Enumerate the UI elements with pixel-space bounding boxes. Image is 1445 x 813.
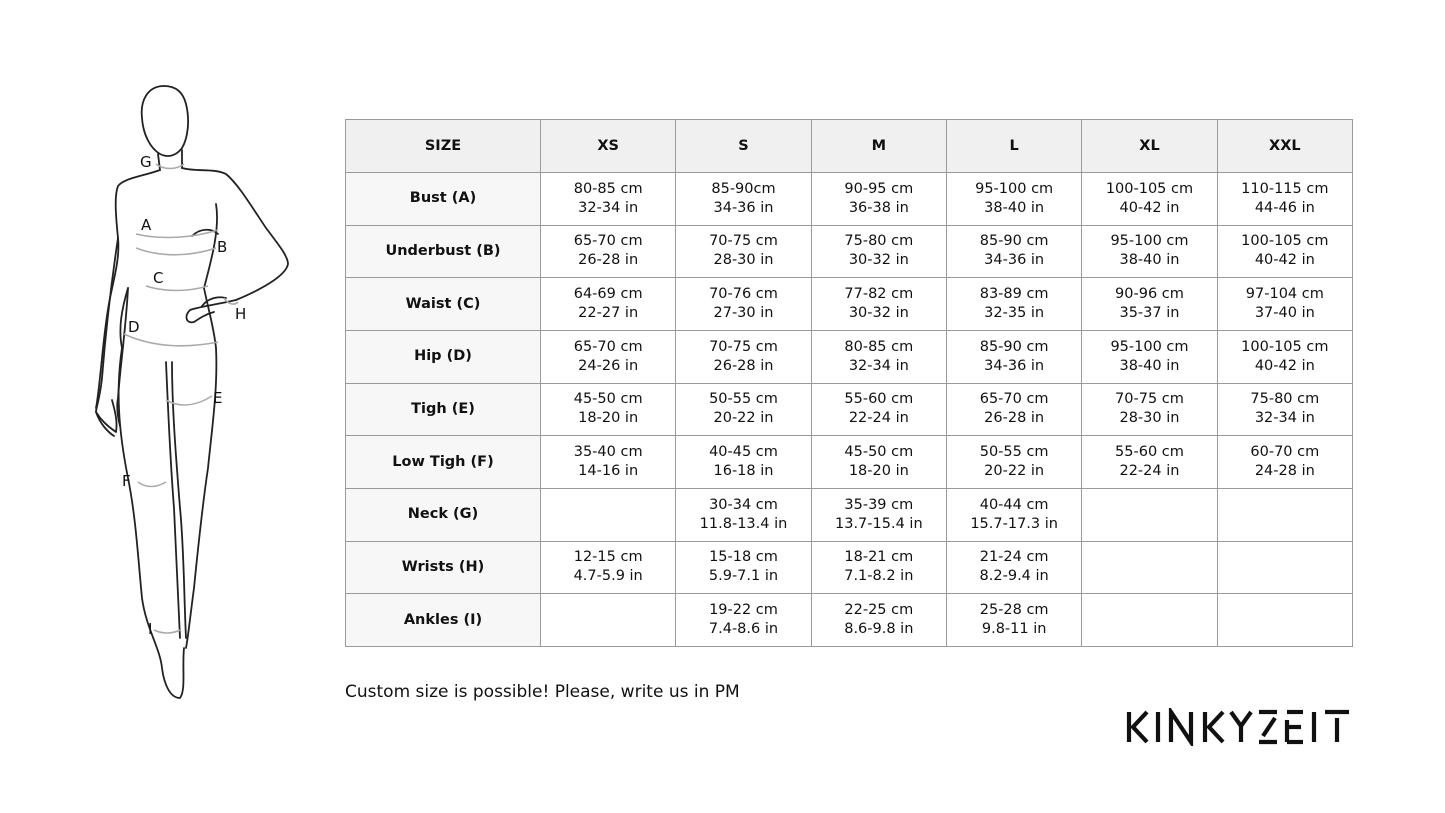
cell-cm-value: 35-40 cm <box>573 444 643 461</box>
cell-cm-value: 85-90 cm <box>979 338 1049 355</box>
row-label: Neck (G) <box>346 488 541 541</box>
size-cell <box>946 225 1081 278</box>
brand-logo <box>1125 708 1353 746</box>
cell-cm-value: 22-25 cm <box>844 602 914 619</box>
header-m: M <box>811 120 946 173</box>
cell-cm-value: 50-55 cm <box>709 391 778 408</box>
body-measurement-figure <box>88 78 298 708</box>
size-cell <box>1082 278 1217 331</box>
cell-in-value: 32-34 in <box>848 357 909 374</box>
size-cell <box>946 173 1081 226</box>
table-row <box>346 541 1353 594</box>
size-cell <box>676 383 811 436</box>
size-cell <box>946 594 1081 647</box>
cell-in-value: 27-30 in <box>713 305 774 322</box>
size-cell <box>1217 173 1352 226</box>
size-cell <box>811 225 946 278</box>
cell-cm-value: 80-85 cm <box>573 180 643 197</box>
cell-cm-value: 85-90 cm <box>979 233 1049 250</box>
size-cell <box>946 436 1081 489</box>
cell-cm-value: 95-100 cm <box>1110 338 1189 355</box>
cell-cm-value: 85-90cm <box>711 180 776 197</box>
size-cell <box>676 330 811 383</box>
header-xxl: XXL <box>1217 120 1352 173</box>
size-cell <box>1217 225 1352 278</box>
header-s: S <box>676 120 811 173</box>
cell-cm-value: 19-22 cm <box>709 602 778 619</box>
size-cell <box>1082 594 1217 647</box>
cell-in-value: 34-36 in <box>984 357 1045 374</box>
size-cell <box>541 383 676 436</box>
cell-in-value: 18-20 in <box>848 463 909 480</box>
cell-cm-value: 70-76 cm <box>709 286 778 303</box>
cell-cm-value: 75-80 cm <box>1250 391 1320 408</box>
custom-size-note: Custom size is possible! Please, write us in PM <box>345 682 740 702</box>
cell-cm-value: 30-34 cm <box>709 496 778 513</box>
header-size: SIZE <box>346 120 541 173</box>
size-cell <box>541 173 676 226</box>
cell-in-value: 34-36 in <box>713 199 774 216</box>
cell-in-value: 28-30 in <box>713 252 774 269</box>
cell-in-value: 32-35 in <box>984 305 1045 322</box>
table-row <box>346 383 1353 436</box>
cell-in-value: 18-20 in <box>578 410 639 427</box>
cell-in-value: 36-38 in <box>848 199 909 216</box>
cell-cm-value: 65-70 cm <box>979 391 1049 408</box>
kinkyzeit-logo <box>1125 708 1353 746</box>
table-row <box>346 173 1353 226</box>
size-cell <box>676 278 811 331</box>
size-cell <box>541 225 676 278</box>
cell-cm-value: 65-70 cm <box>573 338 643 355</box>
cell-cm-value: 12-15 cm <box>573 549 643 566</box>
cell-in-value: 7.4-8.6 in <box>708 621 779 638</box>
cell-in-value: 38-40 in <box>1119 252 1180 269</box>
cell-in-value: 28-30 in <box>1119 410 1180 427</box>
cell-cm-value: 18-21 cm <box>844 549 914 566</box>
cell-cm-value: 77-82 cm <box>844 286 914 303</box>
size-cell <box>946 330 1081 383</box>
size-cell <box>811 330 946 383</box>
cell-in-value: 9.8-11 in <box>981 621 1047 638</box>
size-cell <box>541 594 676 647</box>
figure-label-a: A <box>141 216 152 234</box>
size-cell <box>1082 488 1217 541</box>
size-cell <box>676 436 811 489</box>
cell-in-value: 30-32 in <box>848 252 909 269</box>
cell-in-value: 5.9-7.1 in <box>708 568 779 585</box>
cell-in-value: 8.6-9.8 in <box>844 621 914 638</box>
table-row <box>346 278 1353 331</box>
size-cell <box>1082 330 1217 383</box>
size-cell <box>1217 278 1352 331</box>
cell-in-value: 38-40 in <box>984 199 1045 216</box>
cell-in-value: 16-18 in <box>713 463 774 480</box>
row-label: Waist (C) <box>346 278 541 331</box>
size-cell <box>541 330 676 383</box>
cell-in-value: 15.7-17.3 in <box>970 515 1058 532</box>
size-cell <box>541 436 676 489</box>
size-cell <box>1217 488 1352 541</box>
cell-in-value: 11.8-13.4 in <box>699 515 788 532</box>
row-label: Wrists (H) <box>346 541 541 594</box>
cell-cm-value: 80-85 cm <box>844 338 914 355</box>
cell-cm-value: 100-105 cm <box>1241 338 1329 355</box>
cell-cm-value: 25-28 cm <box>979 602 1049 619</box>
cell-in-value: 4.7-5.9 in <box>573 568 643 585</box>
table-row <box>346 330 1353 383</box>
size-cell <box>1082 225 1217 278</box>
size-cell <box>676 594 811 647</box>
size-cell <box>1217 594 1352 647</box>
size-cell <box>1082 173 1217 226</box>
cell-in-value: 44-46 in <box>1254 199 1315 216</box>
cell-in-value: 26-28 in <box>713 357 774 374</box>
cell-cm-value: 70-75 cm <box>1115 391 1184 408</box>
cell-in-value: 22-27 in <box>578 305 639 322</box>
size-cell <box>811 594 946 647</box>
table-header-row <box>346 120 1353 173</box>
size-cell <box>676 173 811 226</box>
cell-in-value: 22-24 in <box>1119 463 1180 480</box>
cell-in-value: 30-32 in <box>848 305 909 322</box>
cell-in-value: 13.7-15.4 in <box>835 515 923 532</box>
size-cell <box>946 278 1081 331</box>
cell-cm-value: 70-75 cm <box>709 233 778 250</box>
cell-in-value: 35-37 in <box>1119 305 1180 322</box>
figure-label-d: D <box>128 318 140 336</box>
cell-cm-value: 55-60 cm <box>844 391 914 408</box>
row-label: Tigh (E) <box>346 383 541 436</box>
cell-cm-value: 45-50 cm <box>844 444 914 461</box>
cell-cm-value: 55-60 cm <box>1115 444 1184 461</box>
figure-label-b: B <box>217 238 228 256</box>
header-xl: XL <box>1082 120 1217 173</box>
cell-in-value: 20-22 in <box>984 463 1045 480</box>
cell-in-value: 8.2-9.4 in <box>979 568 1049 585</box>
size-cell <box>676 541 811 594</box>
row-label: Low Tigh (F) <box>346 436 541 489</box>
table-row <box>346 225 1353 278</box>
size-cell <box>811 541 946 594</box>
figure-label-e: E <box>213 389 223 407</box>
size-cell <box>1217 383 1352 436</box>
table-row <box>346 594 1353 647</box>
cell-in-value: 26-28 in <box>578 252 639 269</box>
header-l: L <box>946 120 1081 173</box>
cell-in-value: 26-28 in <box>984 410 1045 427</box>
size-cell <box>541 278 676 331</box>
cell-in-value: 32-34 in <box>1254 410 1315 427</box>
size-cell <box>811 278 946 331</box>
cell-cm-value: 21-24 cm <box>979 549 1049 566</box>
size-cell <box>541 541 676 594</box>
size-cell <box>1082 383 1217 436</box>
cell-in-value: 38-40 in <box>1119 357 1180 374</box>
cell-in-value: 34-36 in <box>984 252 1045 269</box>
cell-cm-value: 64-69 cm <box>573 286 643 303</box>
cell-in-value: 40-42 in <box>1254 357 1315 374</box>
figure-label-c: C <box>153 269 164 287</box>
size-cell <box>676 488 811 541</box>
cell-in-value: 40-42 in <box>1119 199 1180 216</box>
cell-cm-value: 65-70 cm <box>573 233 643 250</box>
cell-cm-value: 100-105 cm <box>1241 233 1329 250</box>
cell-cm-value: 97-104 cm <box>1245 286 1324 303</box>
cell-cm-value: 35-39 cm <box>844 496 914 513</box>
figure-label-i: I <box>148 620 153 638</box>
size-cell <box>946 383 1081 436</box>
row-label: Bust (A) <box>346 173 541 226</box>
cell-in-value: 32-34 in <box>578 199 639 216</box>
size-cell <box>946 488 1081 541</box>
cell-in-value: 20-22 in <box>713 410 774 427</box>
cell-in-value: 22-24 in <box>848 410 909 427</box>
cell-in-value: 14-16 in <box>578 463 639 480</box>
cell-cm-value: 15-18 cm <box>709 549 778 566</box>
cell-cm-value: 40-44 cm <box>979 496 1049 513</box>
size-cell <box>1082 541 1217 594</box>
table-row <box>346 436 1353 489</box>
size-cell <box>541 488 676 541</box>
size-cell <box>946 541 1081 594</box>
row-label: Hip (D) <box>346 330 541 383</box>
size-cell <box>811 488 946 541</box>
mannequin-illustration <box>88 78 298 708</box>
table-row <box>346 488 1353 541</box>
row-label: Underbust (B) <box>346 225 541 278</box>
figure-label-h: H <box>235 305 247 323</box>
size-cell <box>811 173 946 226</box>
cell-in-value: 24-26 in <box>578 357 639 374</box>
cell-cm-value: 45-50 cm <box>573 391 643 408</box>
cell-cm-value: 95-100 cm <box>975 180 1054 197</box>
size-cell <box>811 383 946 436</box>
figure-label-f: F <box>122 472 131 490</box>
cell-cm-value: 100-105 cm <box>1105 180 1194 197</box>
cell-in-value: 40-42 in <box>1254 252 1315 269</box>
header-xs: XS <box>541 120 676 173</box>
cell-cm-value: 110-115 cm <box>1241 180 1329 197</box>
size-cell <box>1217 436 1352 489</box>
row-label: Ankles (I) <box>346 594 541 647</box>
size-cell <box>1217 541 1352 594</box>
size-chart-table <box>345 119 1353 647</box>
cell-cm-value: 75-80 cm <box>844 233 914 250</box>
cell-in-value: 7.1-8.2 in <box>844 568 914 585</box>
size-cell <box>811 436 946 489</box>
cell-cm-value: 50-55 cm <box>979 444 1049 461</box>
cell-cm-value: 40-45 cm <box>709 444 778 461</box>
cell-cm-value: 90-96 cm <box>1115 286 1184 303</box>
cell-in-value: 24-28 in <box>1254 463 1315 480</box>
size-cell <box>676 225 811 278</box>
cell-cm-value: 60-70 cm <box>1250 444 1320 461</box>
size-cell <box>1217 330 1352 383</box>
figure-label-g: G <box>140 153 152 171</box>
cell-in-value: 37-40 in <box>1254 305 1315 322</box>
size-cell <box>1082 436 1217 489</box>
cell-cm-value: 83-89 cm <box>979 286 1049 303</box>
cell-cm-value: 95-100 cm <box>1110 233 1189 250</box>
cell-cm-value: 90-95 cm <box>844 180 914 197</box>
cell-cm-value: 70-75 cm <box>709 338 778 355</box>
